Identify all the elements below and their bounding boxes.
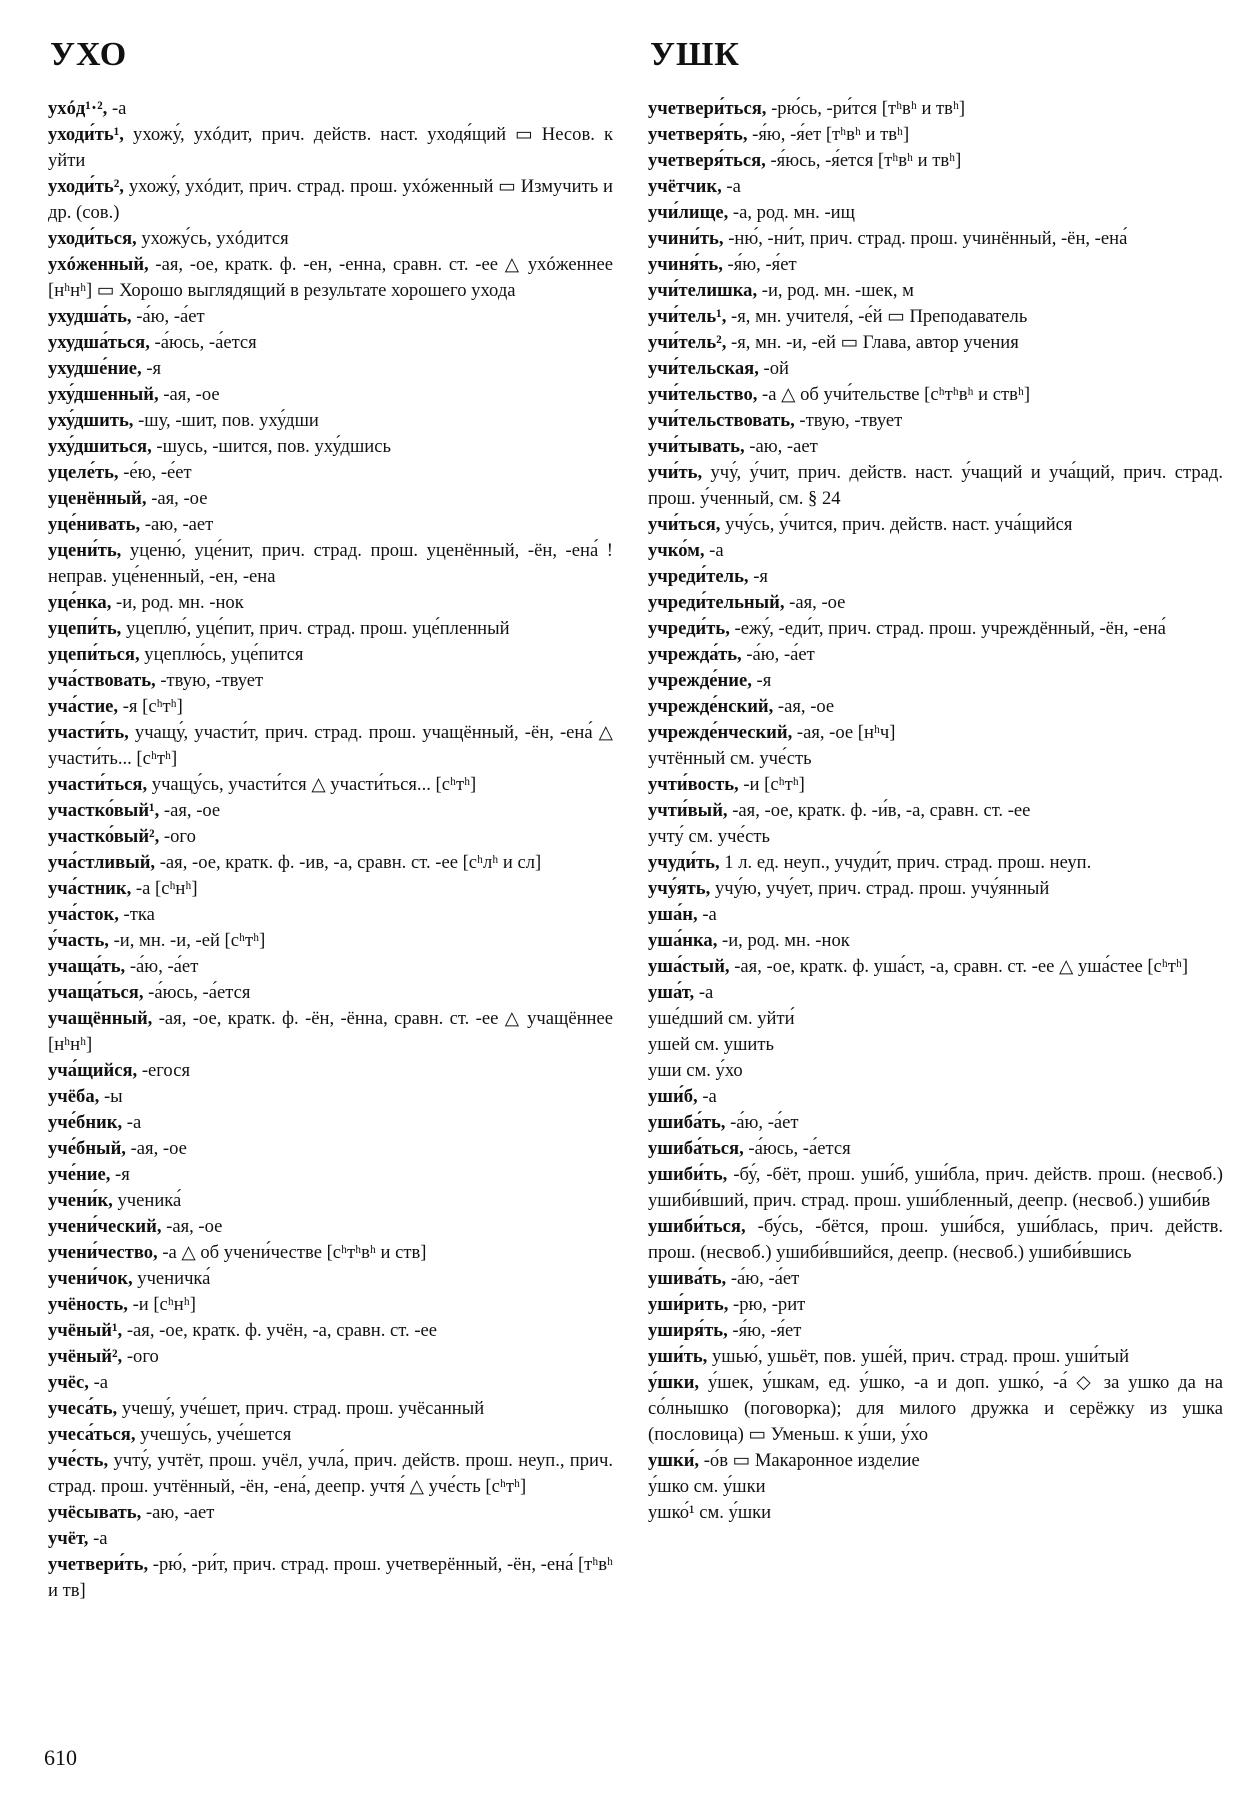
entry-headword: уче́ние, (48, 1164, 116, 1185)
entry-headword: уча́ствовать, (48, 670, 161, 691)
entry-headword: уча́щийся, (48, 1060, 142, 1081)
entry-headword: уша́стый, (648, 956, 735, 977)
entry-text: -е́ю, -е́ет (123, 462, 192, 483)
dictionary-entry (48, 1110, 613, 1136)
entry-text: -и [сʰнʰ] (132, 1294, 196, 1315)
dictionary-entry (648, 1162, 1223, 1214)
entry-text: учу́, у́чит, прич. действ. наст. у́чащий и уча́щий, прич. страд. прош. у́ченный, см. § 24 (648, 462, 1223, 509)
entry-headword: учени́чество, (48, 1242, 163, 1263)
dictionary-entry (48, 668, 613, 694)
entry-text: -тка (123, 904, 155, 925)
entry-headword: учко́м, (648, 540, 710, 561)
entry-text: -а (709, 540, 724, 561)
dictionary-entry (648, 96, 1223, 122)
dictionary-entry (648, 798, 1223, 824)
entry-headword: уценённый, (48, 488, 152, 509)
entry-text: -ая, -ое, кратк. ф. учён, -а, сравн. ст. -ее (126, 1320, 438, 1341)
entry-headword: уходи́ть¹, (48, 124, 134, 145)
dictionary-entry (48, 1396, 613, 1422)
entry-headword: учёный², (48, 1346, 127, 1367)
entry-text: учту́ см. уче́сть (648, 826, 771, 847)
dictionary-entry (48, 694, 613, 720)
entry-headword: учреди́тель, (648, 566, 754, 587)
entry-headword: уце́нка, (48, 592, 117, 613)
dictionary-entry (48, 1240, 613, 1266)
entry-headword: уши́б, (648, 1086, 703, 1107)
entry-text: -рю́, -ри́т, прич. страд. прош. учетверённый, -ён, -ена́ [тʰвʰ и тв] (48, 1554, 614, 1601)
dictionary-entry (48, 226, 613, 252)
dictionary-entry (648, 876, 1223, 902)
entry-text: -егося (141, 1060, 191, 1081)
entry-headword: учи́тывать, (648, 436, 750, 457)
entry-text: -а́ю, -а́ет (730, 1112, 799, 1133)
entry-headword: учёс, (48, 1372, 94, 1393)
entry-text: у́шко см. у́шки (648, 1476, 766, 1497)
entry-headword: ухудше́ние, (48, 358, 147, 379)
entry-headword: ушиба́ть, (648, 1112, 731, 1133)
entry-headword: учени́чок, (48, 1268, 138, 1289)
entry-text: учу́ю, учу́ет, прич. страд. прош. учу́янный (714, 878, 1050, 899)
entry-text: -и, род. мн. -нок (116, 592, 244, 613)
dictionary-entry (48, 980, 613, 1006)
entry-headword: учи́ться, (648, 514, 726, 535)
entry-text: -я́ю, -я́ет (727, 254, 797, 275)
dictionary-entry (648, 980, 1223, 1006)
dictionary-entry (648, 330, 1223, 356)
entry-headword: ушиба́ться, (648, 1138, 749, 1159)
entry-headword: уша́т, (648, 982, 699, 1003)
dictionary-entry (648, 824, 1223, 850)
entry-headword: уче́сть, (48, 1450, 114, 1471)
dictionary-entry (48, 902, 613, 928)
entry-text: учешу́сь, уче́шется (140, 1424, 292, 1445)
dictionary-entry (48, 252, 613, 304)
entry-headword: учи́тельство, (648, 384, 763, 405)
entry-headword: учти́вый, (648, 800, 733, 821)
entry-text: -ню́, -ни́т, прич. страд. прош. учинённый, -ён, -ена́ (728, 228, 1128, 249)
entry-headword: уширя́ть, (648, 1320, 733, 1341)
dictionary-entry (48, 772, 613, 798)
dictionary-entry (648, 1370, 1223, 1448)
dictionary-entry (648, 1318, 1223, 1344)
dictionary-entry (48, 356, 613, 382)
dictionary-entry (48, 1370, 613, 1396)
entry-headword: уче́бный, (48, 1138, 131, 1159)
entry-text: -ая, -ое (777, 696, 835, 717)
entry-headword: учи́ть, (648, 462, 711, 483)
entry-headword: уша́нка, (648, 930, 723, 951)
entry-text: -ая, -ое (163, 800, 221, 821)
entry-text: -я (115, 1164, 130, 1185)
entry-text: -рю́сь, -ри́тся [тʰвʰ и твʰ] (771, 98, 966, 119)
entry-headword: учрежде́нский, (648, 696, 778, 717)
entry-text: уше́дший см. уйти́ (648, 1008, 795, 1029)
entry-text: -а́ю, -а́ет (746, 644, 815, 665)
dictionary-entry (48, 954, 613, 980)
dictionary-entry (648, 148, 1223, 174)
entry-headword: учетвери́ть, (48, 1554, 153, 1575)
entry-text: -я́ю, -я́ет [тʰвʰ и твʰ] (752, 124, 910, 145)
dictionary-entry (48, 538, 613, 590)
entry-headword: учреди́ть, (648, 618, 735, 639)
entry-headword: уча́стник, (48, 878, 136, 899)
entry-text: -я́юсь, -я́ется [тʰвʰ и твʰ] (770, 150, 962, 171)
entry-headword: учи́лище, (648, 202, 733, 223)
entry-text: -ого (126, 1346, 159, 1367)
entry-text: -я (753, 566, 768, 587)
dictionary-entry (48, 1448, 613, 1500)
entry-headword: уцени́ть, (48, 540, 130, 561)
entry-text: -твую, -твует (160, 670, 264, 691)
entry-headword: уча́стливый, (48, 852, 160, 873)
entry-text: учащу́сь, участи́тся △ участи́ться... [сʰтʰ] (151, 774, 477, 795)
entry-headword: уходи́ться, (48, 228, 142, 249)
dictionary-entry (648, 200, 1223, 226)
entry-text: -а́ю, -а́ет (730, 1268, 800, 1289)
entry-headword: учини́ть, (648, 228, 729, 249)
dictionary-entry (648, 928, 1223, 954)
dictionary-entry (648, 278, 1223, 304)
entry-headword: уче́бник, (48, 1112, 127, 1133)
entry-text: ушей см. ушить (648, 1034, 774, 1055)
dictionary-entry (48, 512, 613, 538)
dictionary-entry (48, 720, 613, 772)
entry-text: ученика́ (117, 1190, 182, 1211)
entry-text: -я, мн. учителя́, -е́й ▭ Преподаватель (731, 306, 1028, 327)
entry-headword: уши́рить, (648, 1294, 734, 1315)
dictionary-entry (48, 824, 613, 850)
entry-text: -ая, -ое (130, 1138, 187, 1159)
entry-text: -а́юсь, -а́ется (154, 332, 257, 353)
entry-headword: ушки́, (648, 1450, 704, 1471)
dictionary-entry (48, 1292, 613, 1318)
dictionary-entry (48, 434, 613, 460)
dictionary-entry (48, 1162, 613, 1188)
dictionary-entry (648, 772, 1223, 798)
entry-text: -шусь, -шится, пов. уху́дшись (156, 436, 391, 457)
entry-headword: уходи́ть², (48, 176, 129, 197)
dictionary-entry (48, 642, 613, 668)
entry-text: -ая, -ое, кратк. ф. уша́ст, -а, сравн. ст. -ее △ уша́стее [сʰтʰ] (734, 956, 1189, 977)
entry-text: -а [сʰнʰ] (135, 878, 198, 899)
dictionary-entry (648, 1500, 1223, 1526)
entry-headword: у́шки, (648, 1372, 708, 1393)
entry-text: -твую, -твует (799, 410, 903, 431)
entry-text: -о́в ▭ Макаронное изделие (703, 1450, 920, 1471)
entry-text: -а́юсь, -а́ется (748, 1138, 851, 1159)
entry-headword: учу́ять, (648, 878, 715, 899)
dictionary-entry (648, 1448, 1223, 1474)
entry-headword: участко́вый², (48, 826, 164, 847)
dictionary-entry (648, 174, 1223, 200)
entry-headword: учетверя́ть, (648, 124, 753, 145)
right-column (648, 96, 1223, 1526)
entry-headword: уцепи́ть, (48, 618, 126, 639)
entry-headword: уши́ть, (648, 1346, 712, 1367)
entry-text: ухожу́сь, ухóдится (141, 228, 289, 249)
entry-text: уценю́, уце́нит, прич. страд. прош. уценённый, -ён, -ена́ ! неправ. уце́ненный, -ен, -ена (48, 540, 613, 587)
entry-text: -ого (163, 826, 196, 847)
entry-text: ученичка́ (137, 1268, 211, 1289)
dictionary-entry (48, 122, 613, 174)
entry-headword: ухудша́ть, (48, 306, 137, 327)
entry-text: учу́сь, у́чится, прич. действ. наст. уча́щийся (725, 514, 1073, 535)
entry-text: учту́, учтёт, прош. учёл, учла́, прич. действ. прош. неуп., прич. страд. прош. учтённый, -ён, -ена́, деепр. учтя́ △ уче́сть [сʰтʰ] (48, 1450, 613, 1497)
dictionary-entry (48, 1344, 613, 1370)
entry-headword: ушива́ть, (648, 1268, 731, 1289)
entry-text: -ая, -ое [нʰч] (796, 722, 896, 743)
dictionary-entry (648, 382, 1223, 408)
dictionary-entry (648, 252, 1223, 278)
entry-headword: учёность, (48, 1294, 133, 1315)
entry-headword: учащённый, (48, 1008, 159, 1029)
entry-text: -ы (103, 1086, 123, 1107)
entry-headword: ушиби́ть, (648, 1164, 734, 1185)
dictionary-entry (48, 928, 613, 954)
entry-text: 1 л. ед. неуп., учуди́т, прич. страд. прош. неуп. (724, 852, 1092, 873)
dictionary-entry (648, 1266, 1223, 1292)
entry-text: -а (702, 904, 717, 925)
dictionary-entry (48, 486, 613, 512)
entry-headword: учреди́тельный, (648, 592, 790, 613)
dictionary-entry (48, 616, 613, 642)
dictionary-entry (48, 1084, 613, 1110)
entry-text: -я, мн. -и, -ей ▭ Глава, автор учения (731, 332, 1019, 353)
entry-text: учащу́, участи́т, прич. страд. прош. учащённый, -ён, -ена́ △ участи́ть... [сʰтʰ] (48, 722, 613, 769)
entry-text: -бу́сь, -бётся, прош. уши́бся, уши́блась, прич. действ. прош. (несвоб.) ушиби́вшийся, деепр. (несвоб.) ушиби́вшись (648, 1216, 1224, 1263)
entry-headword: учрежде́ние, (648, 670, 757, 691)
entry-text: -ая, -ое (151, 488, 208, 509)
entry-headword: уча́сток, (48, 904, 124, 925)
entry-headword: уцепи́ться, (48, 644, 145, 665)
dictionary-entry (48, 408, 613, 434)
entry-headword: у́часть, (48, 930, 114, 951)
entry-text: уши см. у́хо (648, 1060, 743, 1081)
dictionary-entry (48, 1318, 613, 1344)
dictionary-entry (648, 1214, 1223, 1266)
entry-text: ушью́, ушьёт, пов. уше́й, прич. страд. прош. уши́тый (711, 1346, 1130, 1367)
dictionary-entry (648, 434, 1223, 460)
entry-text: -а △ об учени́честве [сʰтʰвʰ и ств] (162, 1242, 427, 1263)
dictionary-entry (648, 122, 1223, 148)
dictionary-entry (648, 954, 1223, 980)
dictionary-entry (648, 1292, 1223, 1318)
entry-text: -я (756, 670, 772, 691)
entry-headword: учи́тельствовать, (648, 410, 800, 431)
entry-text: уцеплю́, уце́пит, прич. страд. прош. уце́пленный (125, 618, 510, 639)
dictionary-entry (648, 668, 1223, 694)
dictionary-entry (648, 1136, 1223, 1162)
entry-headword: учти́вость, (648, 774, 744, 795)
entry-headword: уцеле́ть, (48, 462, 124, 483)
dictionary-entry (48, 96, 613, 122)
entry-headword: учеса́ть, (48, 1398, 122, 1419)
dictionary-entry (48, 876, 613, 902)
entry-headword: учётчик, (648, 176, 727, 197)
dictionary-entry (48, 174, 613, 226)
entry-text: -я [сʰтʰ] (122, 696, 183, 717)
dictionary-entry (648, 512, 1223, 538)
dictionary-entry (648, 408, 1223, 434)
dictionary-entry (648, 460, 1223, 512)
entry-headword: учи́телишка, (648, 280, 762, 301)
dictionary-entry (648, 304, 1223, 330)
dictionary-entry (648, 1110, 1223, 1136)
entry-text: -ая, -ое, кратк. ф. -ен, -енна, сравн. ст. -ее △ ухóженнее [нʰнʰ] ▭ Хорошо выглядящий в результате хорошего ухода (48, 254, 613, 301)
entry-headword: уху́дшенный, (48, 384, 164, 405)
entry-text: -ая, -ое (163, 384, 220, 405)
entry-headword: учи́тель¹, (648, 306, 732, 327)
entry-text: -и, род. мн. -нок (722, 930, 850, 951)
dictionary-entry (48, 1214, 613, 1240)
dictionary-entry (648, 902, 1223, 928)
entry-text: у́шек, у́шкам, ед. у́шко, -а и доп. ушко́, -а́ ◇ за ушко да на со́лнышко (поговорка); для милого дружка и серёжку из ушка (пословица) ▭ Уменьш. к у́ши, у́хо (648, 1372, 1224, 1445)
entry-headword: учёба, (48, 1086, 104, 1107)
entry-text: -ая, -ое, кратк. ф. -ён, -ённа, сравн. ст. -ее △ учащённее [нʰнʰ] (48, 1008, 614, 1055)
entry-text: ушко́¹ см. у́шки (648, 1502, 772, 1523)
entry-headword: уша́н, (648, 904, 703, 925)
dictionary-entry (648, 642, 1223, 668)
entry-text: учешу́, уче́шет, прич. страд. прош. учёсанный (121, 1398, 485, 1419)
entry-headword: учени́к, (48, 1190, 118, 1211)
dictionary-entry (648, 564, 1223, 590)
entry-text: -рю, -рит (733, 1294, 806, 1315)
entry-text: -а (126, 1112, 142, 1133)
entry-text: -и [сʰтʰ] (743, 774, 805, 795)
dictionary-entry (48, 798, 613, 824)
entry-headword: учеса́ться, (48, 1424, 141, 1445)
entry-text: -а́юсь, -а́ется (148, 982, 251, 1003)
entry-text: -ежу́, -еди́т, прич. страд. прош. учреждённый, -ён, -ена́ (734, 618, 1166, 639)
dictionary-entry (48, 1006, 613, 1058)
dictionary-entry (648, 720, 1223, 746)
entry-text: -ая, -ое (789, 592, 846, 613)
entry-text: -а (726, 176, 741, 197)
entry-text: -а, род. мн. -ищ (732, 202, 855, 223)
dictionary-entry (48, 1188, 613, 1214)
dictionary-entry (648, 1032, 1223, 1058)
dictionary-entry (648, 1344, 1223, 1370)
dictionary-entry (48, 1500, 613, 1526)
dictionary-entry (648, 538, 1223, 564)
entry-headword: учёт, (48, 1528, 94, 1549)
entry-text: -а (702, 1086, 717, 1107)
dictionary-entry (648, 590, 1223, 616)
entry-headword: учёный¹, (48, 1320, 127, 1341)
entry-text: -ая, -ое, кратк. ф. -ив, -а, сравн. ст. -ее [сʰлʰ и сл] (159, 852, 542, 873)
dictionary-entry (48, 1058, 613, 1084)
entry-headword: учиня́ть, (648, 254, 728, 275)
entry-headword: уча́стие, (48, 696, 123, 717)
entry-headword: учи́тель², (648, 332, 732, 353)
dictionary-entry (648, 356, 1223, 382)
entry-headword: учрежде́нческий, (648, 722, 797, 743)
entry-text: -и, род. мн. -шек, м (761, 280, 914, 301)
dictionary-entry (48, 1552, 613, 1604)
entry-text: -а △ об учи́тельстве [сʰтʰвʰ и ствʰ] (762, 384, 1031, 405)
entry-headword: уху́дшить, (48, 410, 139, 431)
entry-text: учтённый см. уче́сть (648, 748, 812, 769)
entry-headword: учи́тельская, (648, 358, 764, 379)
running-head-right: УШК (650, 36, 740, 73)
entry-text: -ая, -ое, кратк. ф. -и́в, -а, сравн. ст. -ее (732, 800, 1031, 821)
dictionary-entry (48, 330, 613, 356)
dictionary-entry (48, 304, 613, 330)
entry-headword: учаща́ть, (48, 956, 130, 977)
entry-text: -а (93, 1528, 108, 1549)
entry-text: ухожу́, ухóдит, прич. страд. прош. ухóженный ▭ Измучить и др. (сов.) (48, 176, 613, 223)
dictionary-entry (648, 1474, 1223, 1500)
entry-text: -ой (763, 358, 789, 379)
entry-text: -а́ю, -а́ет (129, 956, 199, 977)
entry-headword: учуди́ть, (648, 852, 725, 873)
entry-text: -а (698, 982, 714, 1003)
entry-text: ухожу́, ухóдит, прич. действ. наст. уходя́щий ▭ Несов. к уйти (48, 124, 613, 171)
dictionary-entry (648, 226, 1223, 252)
entry-headword: ухóд¹·², (48, 98, 112, 119)
entry-headword: учёсывать, (48, 1502, 146, 1523)
entry-text: -аю, -ает (749, 436, 818, 457)
entry-text: -а́ю, -а́ет (136, 306, 205, 327)
entry-text: -шу, -шит, пов. уху́дши (138, 410, 319, 431)
dictionary-entry (48, 460, 613, 486)
dictionary-entry (648, 850, 1223, 876)
dictionary-entry (48, 1422, 613, 1448)
entry-headword: уху́дшиться, (48, 436, 157, 457)
entry-headword: ухóженный, (48, 254, 156, 275)
dictionary-entry (48, 850, 613, 876)
entry-text: -аю, -ает (144, 514, 214, 535)
dictionary-entry (648, 1006, 1223, 1032)
entry-headword: участи́ться, (48, 774, 152, 795)
entry-headword: учетверя́ться, (648, 150, 771, 171)
entry-text: -я (146, 358, 162, 379)
dictionary-entry (648, 746, 1223, 772)
entry-headword: учрежда́ть, (648, 644, 747, 665)
dictionary-entry (648, 1084, 1223, 1110)
entry-headword: ухудша́ться, (48, 332, 155, 353)
entry-text: -ая, -ое (166, 1216, 223, 1237)
entry-headword: учаща́ться, (48, 982, 149, 1003)
entry-text: -а (111, 98, 127, 119)
entry-text: -я́ю, -я́ет (732, 1320, 802, 1341)
dictionary-entry (48, 1266, 613, 1292)
entry-text: -аю, -ает (145, 1502, 215, 1523)
dictionary-entry (648, 694, 1223, 720)
entry-headword: уце́нивать, (48, 514, 145, 535)
entry-headword: учени́ческий, (48, 1216, 167, 1237)
entry-headword: ушиби́ться, (648, 1216, 758, 1237)
entry-text: -а (93, 1372, 109, 1393)
entry-text: -и, мн. -и, -ей [сʰтʰ] (113, 930, 266, 951)
dictionary-entry (48, 590, 613, 616)
dictionary-entry (648, 616, 1223, 642)
dictionary-entry (48, 1526, 613, 1552)
entry-headword: учетвери́ться, (648, 98, 772, 119)
entry-text: -бу́, -бёт, прош. уши́б, уши́бла, прич. действ. прош. (несвоб.) ушиби́вший, прич. страд. прош. уши́бленный, деепр. (несвоб.) ушиби́в (648, 1164, 1223, 1211)
dictionary-entry (48, 382, 613, 408)
dictionary-entry (48, 1136, 613, 1162)
dictionary-entry (648, 1058, 1223, 1084)
running-head-left: УХО (50, 36, 128, 73)
entry-headword: участко́вый¹, (48, 800, 164, 821)
entry-text: уцеплю́сь, уце́пится (144, 644, 304, 665)
page-number: 610 (44, 1745, 77, 1770)
entry-headword: участи́ть, (48, 722, 135, 743)
left-column (48, 96, 613, 1604)
